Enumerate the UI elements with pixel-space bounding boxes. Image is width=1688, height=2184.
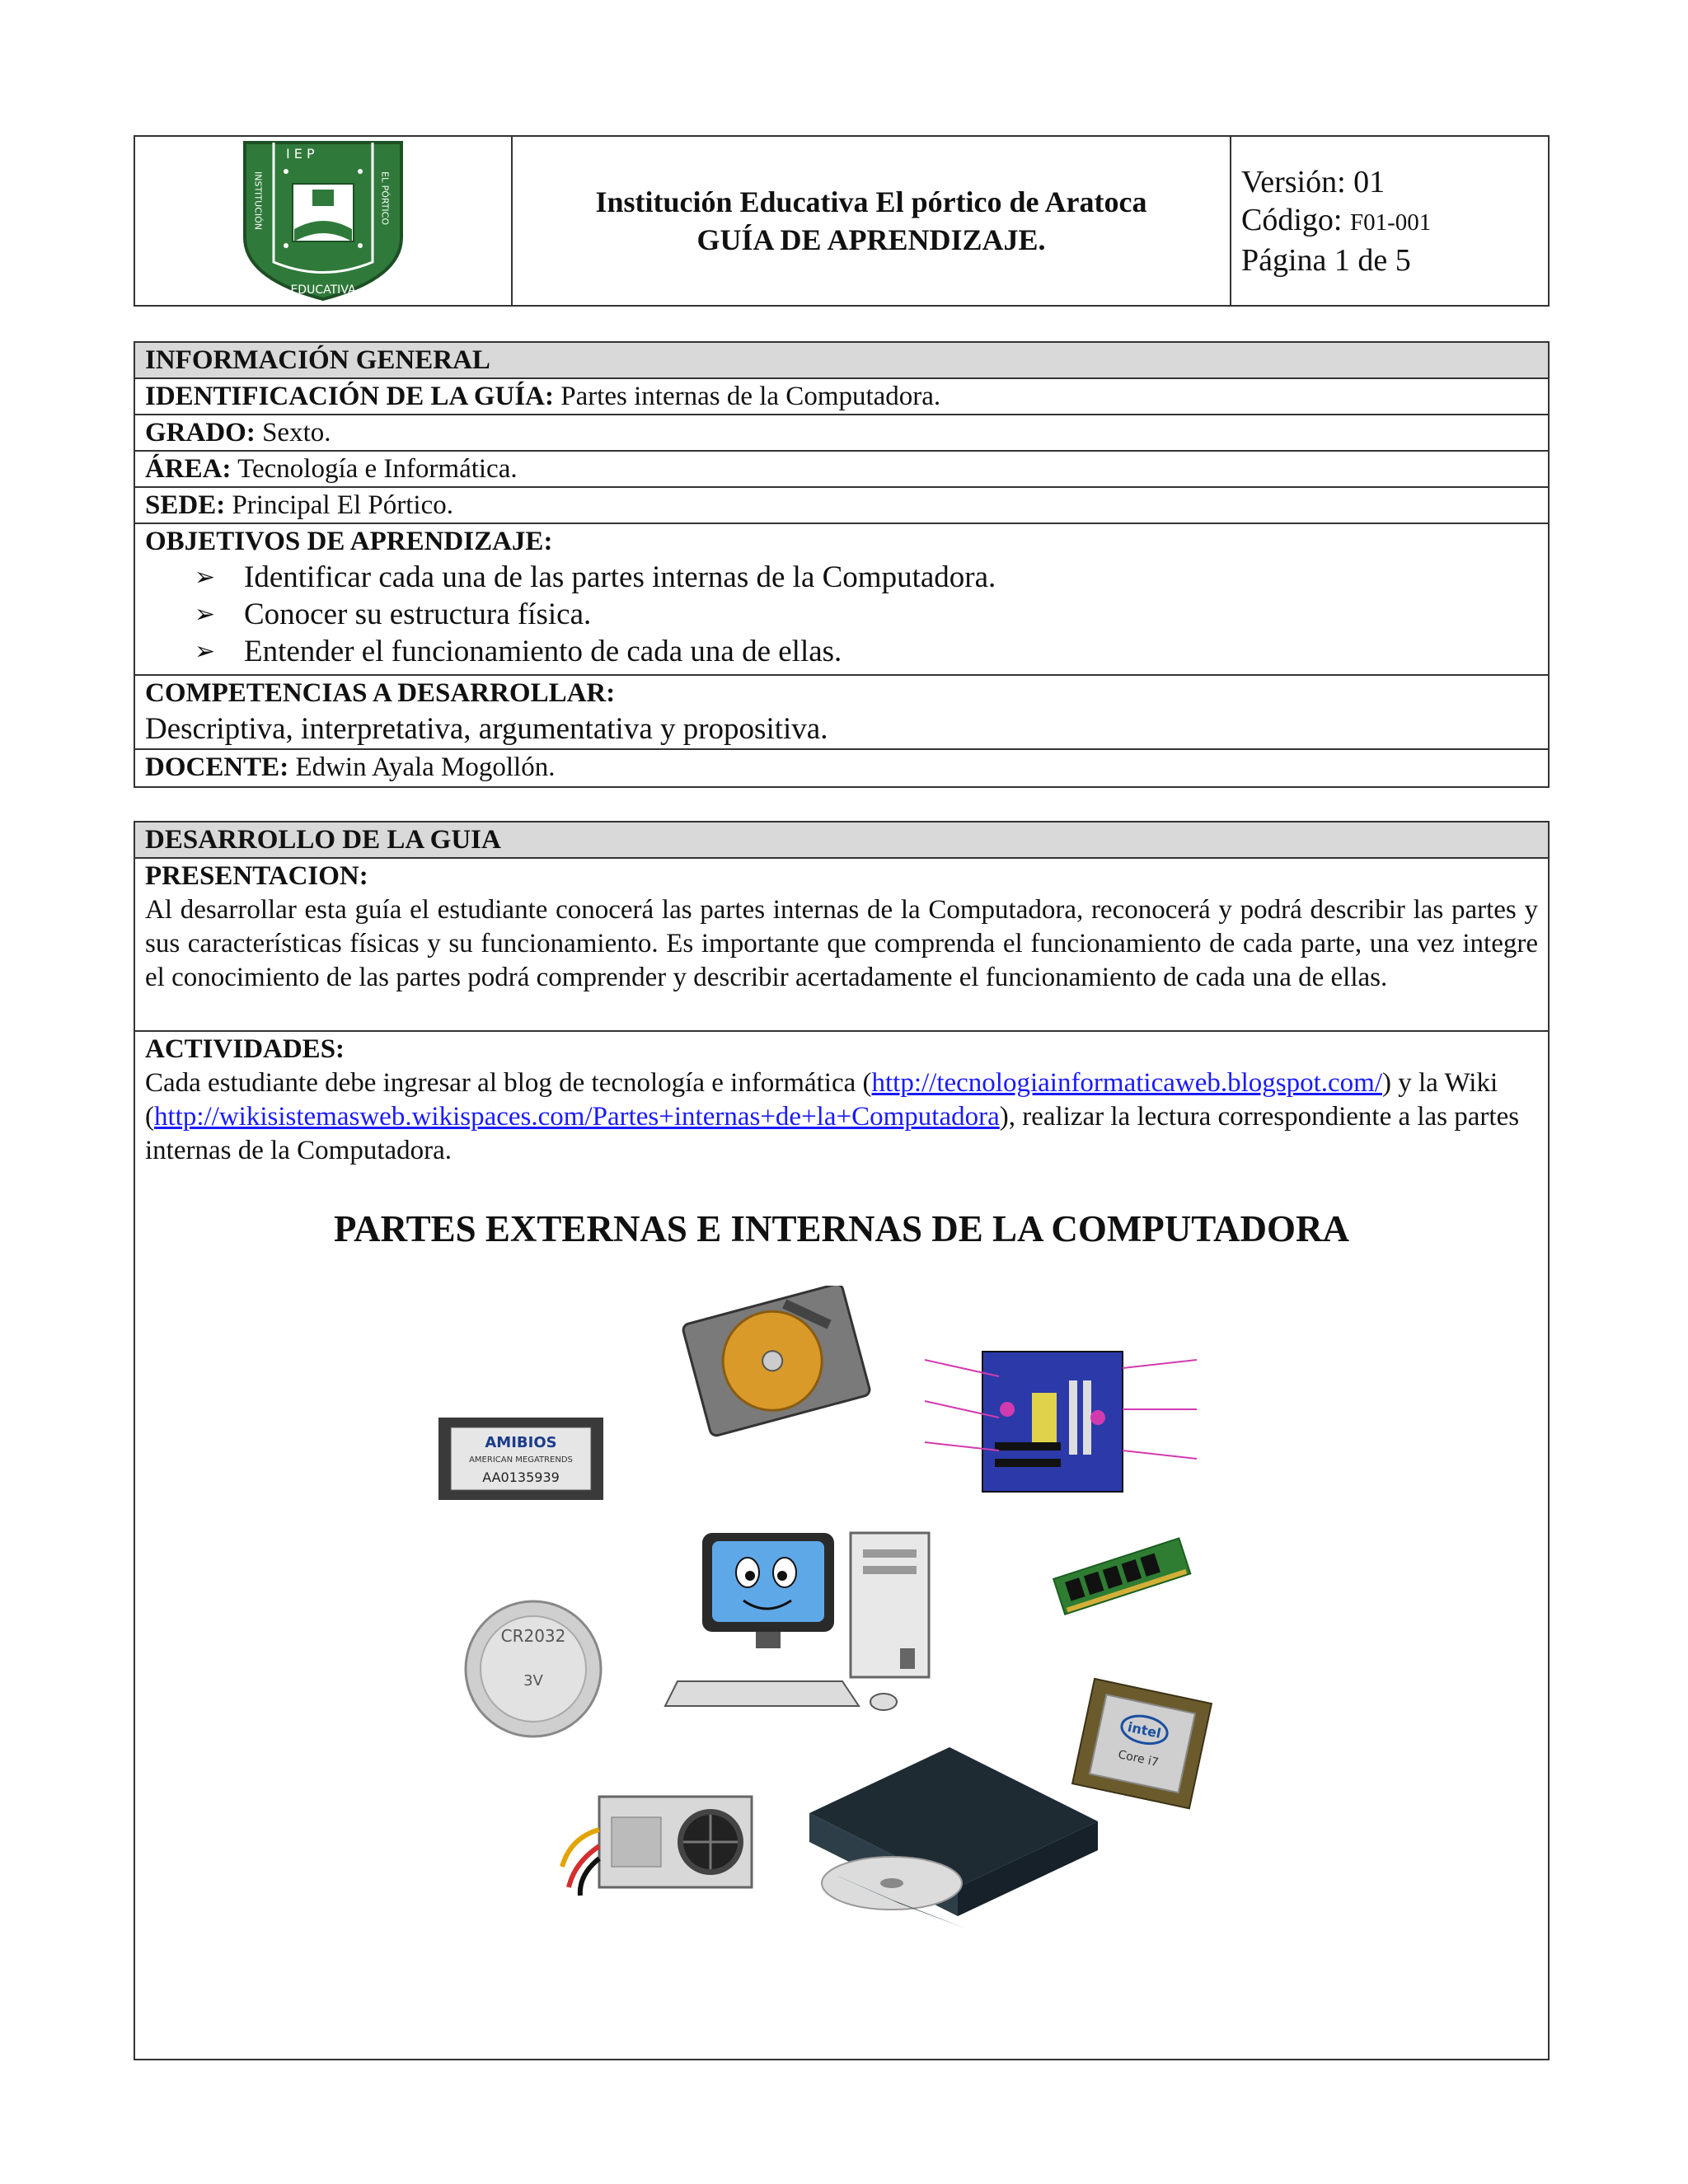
general-info-heading: INFORMACIÓN GENERAL — [135, 343, 1548, 379]
header-meta-cell — [1231, 137, 1548, 305]
area-row — [135, 452, 1548, 488]
identification-label: IDENTIFICACIÓN DE LA GUÍA: — [145, 382, 554, 411]
computer-mascot-image — [665, 1533, 929, 1710]
competencies-value: Descriptiva, interpretativa, argumentativa y propositiva. — [145, 712, 828, 746]
competencies-label: COMPETENCIAS A DESARROLLAR: — [145, 678, 616, 708]
document-header — [134, 135, 1550, 307]
computer-parts-collage — [134, 1286, 1546, 1970]
competencies-row — [135, 676, 1548, 750]
activities-text: Cada estudiante debe ingresar al blog de tecnología e informática (http://tecnologiainformaticaweb.blogspot.com/) y la Wiki (http://wikisistemasweb.wikispaces.com/Partes+internas+de+la+Computadora), realizar la lectura correspondiente a las partes internas de la Computadora. — [145, 1068, 1520, 1165]
site-value: Principal El Pórtico. — [225, 490, 453, 520]
ram-module-image — [1053, 1539, 1190, 1615]
list-item: ➢ Identificar cada una de las partes internas de la Computadora. — [195, 560, 996, 594]
guide-title: GUÍA DE APRENDIZAJE. — [696, 223, 1046, 256]
code-value: F01-001 — [1349, 209, 1432, 236]
school-logo — [237, 138, 410, 303]
objectives-list — [145, 559, 1538, 670]
site-row — [135, 488, 1548, 524]
grade-row — [135, 415, 1548, 452]
collage-illustration — [134, 1286, 1546, 1970]
area-value: Tecnología e Informática. — [231, 454, 518, 484]
battery-label-2: 3V — [523, 1672, 543, 1690]
presentation-row — [135, 859, 1548, 1032]
bios-chip-image — [438, 1418, 603, 1500]
cpu-label-1: intel — [1126, 1718, 1163, 1741]
activities-section — [135, 1032, 1548, 1252]
motherboard-diagram-image — [908, 1302, 1221, 1525]
header-title-cell — [513, 137, 1231, 305]
objectives-label: OBJETIVOS DE APRENDIZAJE: — [145, 527, 553, 556]
list-item: ➢ Entender el funcionamiento de cada una de ellas. — [195, 635, 842, 668]
optical-drive-image — [809, 1747, 1098, 1929]
grade-value: Sexto. — [255, 418, 331, 448]
arrow-bullet-icon: ➢ — [195, 601, 216, 628]
teacher-row — [135, 750, 1548, 786]
bios-chip-label-1: AMIBIOS — [485, 1434, 557, 1451]
logo-right-text: EL PÓRTICO — [379, 171, 391, 226]
page-number: Página 1 de 5 — [1241, 242, 1411, 278]
bios-chip-label-2: AMERICAN MEGATRENDS — [469, 1455, 573, 1465]
blog-link[interactable]: http://tecnologiainformaticaweb.blogspot.com/ — [871, 1068, 1383, 1098]
presentation-text: Al desarrollar esta guía el estudiante conocerá las partes internas de la Computadora, reconocerá y podrá describir las partes y sus características físicas y su funcionamiento. Es importante que comprenda el funcionamiento de cada parte, una vez integre el conocimiento de las partes podrá comprender y describir acertadamente el funcionamiento de cada una de ellas. — [145, 895, 1538, 992]
general-info-table — [134, 341, 1550, 788]
teacher-value: Edwin Ayala Mogollón. — [288, 752, 556, 782]
institution-name: Institución Educativa El pórtico de Aratoca — [595, 185, 1147, 218]
coin-battery-image — [466, 1601, 601, 1736]
presentation-label: PRESENTACION: — [145, 861, 368, 891]
code-text — [1241, 201, 1548, 241]
logo-left-text: INSTITUCIÓN — [252, 171, 264, 231]
logo-bottom-text: EDUCATIVA — [290, 284, 356, 297]
logo-letter-i: I E P — [286, 146, 315, 162]
bios-chip-label-3: AA0135939 — [482, 1469, 560, 1485]
grade-label: GRADO: — [145, 418, 256, 448]
development-heading: DESARROLLO DE LA GUIA — [135, 823, 1548, 859]
cpu-label-2: Core i7 — [1117, 1748, 1160, 1770]
arrow-bullet-icon: ➢ — [195, 638, 216, 665]
cpu-processor-image — [1072, 1679, 1212, 1808]
activities-label: ACTIVIDADES: — [145, 1034, 345, 1064]
power-supply-image — [562, 1797, 752, 1896]
version-text: Versión: 01 — [1241, 164, 1386, 199]
hard-drive-image — [682, 1286, 870, 1436]
list-item: ➢ Conocer su estructura física. — [195, 598, 592, 631]
logo-cell — [135, 137, 513, 305]
arrow-bullet-icon: ➢ — [195, 564, 216, 591]
objectives-row — [135, 524, 1548, 676]
identification-row — [135, 379, 1548, 415]
area-label: ÁREA: — [145, 454, 232, 484]
section-title: PARTES EXTERNAS E INTERNAS DE LA COMPUTADORA — [334, 1208, 1349, 1249]
identification-value: Partes internas de la Computadora. — [553, 382, 941, 411]
site-label: SEDE: — [145, 490, 226, 520]
battery-label-1: CR2032 — [500, 1626, 566, 1646]
teacher-label: DOCENTE: — [145, 752, 289, 782]
wiki-link[interactable]: http://wikisistemasweb.wikispaces.com/Partes+internas+de+la+Computadora — [154, 1102, 1000, 1132]
code-label: Código: — [1241, 202, 1350, 237]
